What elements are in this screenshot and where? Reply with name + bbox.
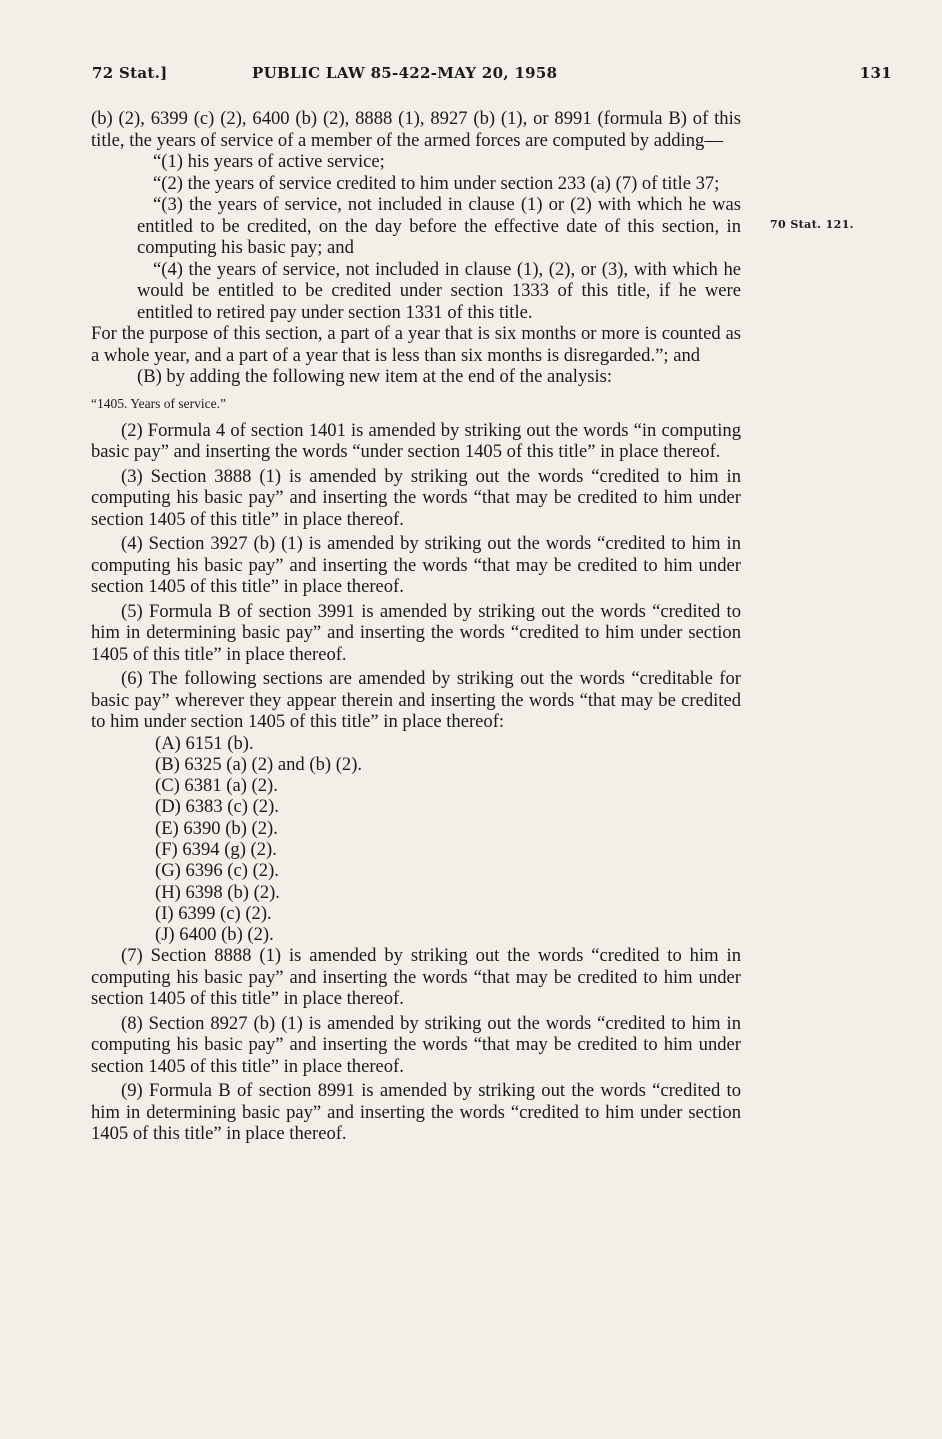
list-item: (H) 6398 (b) (2). [155,881,280,903]
analysis-item: “1405. Years of service.” [91,395,226,411]
paragraph: (8) Section 8927 (b) (1) is amended by striking out the words “credited to him in computing his basic pay” and inserting the words “that may be credited to him under section 1405 of this title” in place thereof. [91,1012,741,1077]
list-item: (B) 6325 (a) (2) and (b) (2). [155,753,363,775]
statute-body [91,108,741,1145]
clause-4: “(4) the years of service, not included in clause (1), (2), or (3), with which he would be entitled to be credited under section 1333 of this title, if he were entitled to retired pay under section 1331 of this title. [137,258,741,323]
paragraph: (b) (2), 6399 (c) (2), 6400 (b) (2), 8888 (1), 8927 (b) (1), or 8991 (formula B) of this title, the years of service of a member of the armed forces are computed by adding— [91,108,741,151]
paragraph: (7) Section 8888 (1) is amended by striking out the words “credited to him in computing his basic pay” and inserting the words “that may be credited to him under section 1405 of this title” in place thereof. [91,945,741,1010]
running-header [92,64,892,88]
paragraph: For the purpose of this section, a part of a year that is six months or more is counted as a whole year, and a part of a year that is less than six months is disregarded.”; and [91,323,741,366]
list-item: (E) 6390 (b) (2). [155,817,278,839]
list-item: (C) 6381 (a) (2). [155,775,278,797]
paragraph: (5) Formula B of section 3991 is amended by striking out the words “credited to him in determining basic pay” and inserting the words “credited to him under section 1405 of this title” in place thereof. [91,600,741,665]
clause-2: “(2) the years of service credited to him under section 233 (a) (7) of title 37; [153,172,720,194]
paragraph: (4) Section 3927 (b) (1) is amended by striking out the words “credited to him in computing his basic pay” and inserting the words “that may be credited to him under section 1405 of this title” in place thereof. [91,533,741,597]
public-law-title: PUBLIC LAW 85-422-MAY 20, 1958 [252,64,558,82]
page-number: 131 [859,64,892,82]
list-item: (D) 6383 (c) (2). [155,796,279,818]
list-item: (I) 6399 (c) (2). [155,902,272,924]
list-item: (F) 6394 (g) (2). [155,838,277,860]
list-item: (G) 6396 (c) (2). [155,860,279,882]
paragraph: (6) The following sections are amended by striking out the words “creditable for basic pay” wherever they appear therein and inserting the words “that may be credited to him under section 1405 of this title” in place thereof: [91,668,741,732]
margin-citation: 70 Stat. 121. [770,218,855,231]
volume-citation: 72 Stat.] [92,64,168,82]
paragraph: (2) Formula 4 of section 1401 is amended by striking out the words “in computing basic pay” and inserting the words “under section 1405 of this title” in place thereof. [91,419,741,462]
clause-1: “(1) his years of active service; [153,151,385,172]
paragraph: (3) Section 3888 (1) is amended by striking out the words “credited to him in computing his basic pay” and inserting the words “that may be credited to him under section 1405 of this title” in place thereof. [91,465,741,530]
list-item: (A) 6151 (b). [155,732,254,754]
clause-3: “(3) the years of service, not included in clause (1) or (2) with which he was entitled to be credited, on the day before the effective date of this section, in computing his basic pay; and [137,194,741,258]
paragraph: (B) by adding the following new item at the end of the analysis: [137,366,613,387]
list-item: (J) 6400 (b) (2). [155,924,274,946]
paragraph: (9) Formula B of section 8991 is amended by striking out the words “credited to him in determining basic pay” and inserting the words “credited to him under section 1405 of this title” in place thereof. [91,1080,741,1145]
